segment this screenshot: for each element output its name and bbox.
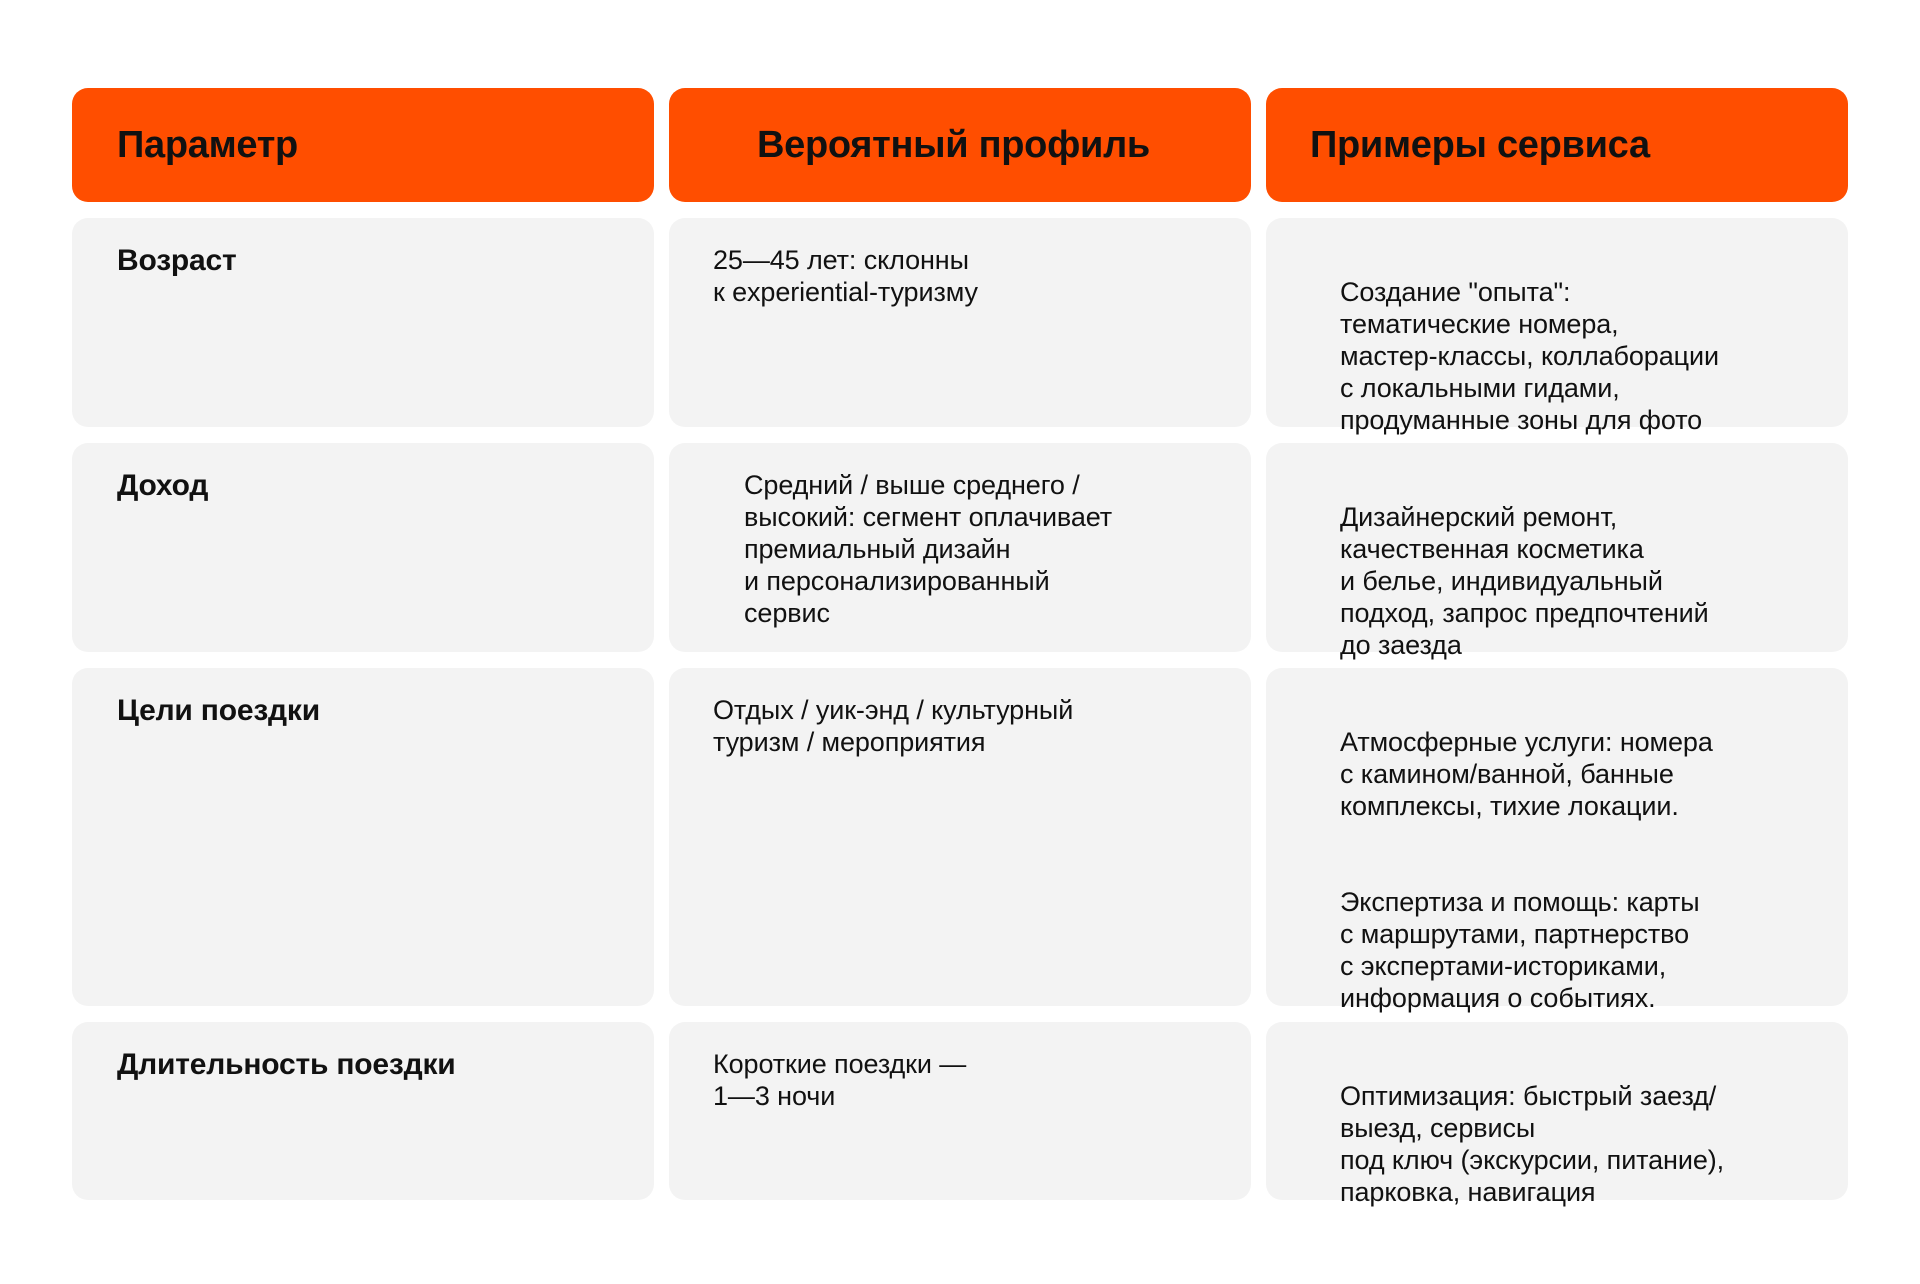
row-duration-service-cell <box>1266 1022 1848 1207</box>
row-age-profile-cell <box>669 218 1251 427</box>
row-goals-profile: Отдых / уик-энд / культурный туризм / мероприятия <box>713 695 1074 757</box>
row-income-service <box>1340 469 1709 693</box>
row-duration-parameter: Длительность поездки <box>117 1048 456 1081</box>
row-goals-service <box>1340 694 1713 1046</box>
row-income-parameter: Доход <box>117 469 209 502</box>
row-goals-service-cell <box>1266 668 1848 1013</box>
row-income-profile: Средний / выше среднего / высокий: сегмент оплачивает премиальный дизайн и персонализированный сервис <box>744 470 1113 628</box>
row-goals-profile-cell <box>669 668 1251 1006</box>
row-age-parameter: Возраст <box>117 244 237 277</box>
row-age-service <box>1340 244 1719 468</box>
row-goals-parameter: Цели поездки <box>117 694 320 727</box>
row-income-service-text: Дизайнерский ремонт, качественная косметика и белье, индивидуальный подход, запрос предпочтений до заезда <box>1340 502 1709 660</box>
row-goals-service-atmosphere: Атмосферные услуги: номера с камином/ванной, банные комплексы, тихие локации. <box>1340 727 1713 821</box>
row-age-parameter-cell <box>72 218 654 427</box>
row-income-profile-cell <box>669 443 1251 652</box>
header-service <box>1266 88 1848 202</box>
row-duration-parameter-cell <box>72 1022 654 1200</box>
row-age-profile: 25—45 лет: склонны к experiential-туризму <box>713 245 978 307</box>
row-duration-service <box>1340 1048 1724 1240</box>
header-parameter <box>72 88 654 202</box>
row-income-parameter-cell <box>72 443 654 652</box>
row-duration-service-text: Оптимизация: быстрый заезд/ выезд, сервисы под ключ (экскурсии, питание), парковка, навигация <box>1340 1081 1725 1207</box>
header-service-label: Примеры сервиса <box>1310 123 1650 166</box>
row-income-service-cell <box>1266 443 1848 660</box>
comparison-table <box>72 88 1848 1207</box>
row-age-service-cell <box>1266 218 1848 435</box>
header-parameter-label: Параметр <box>117 123 298 166</box>
header-profile <box>669 88 1251 202</box>
row-duration-profile-cell <box>669 1022 1251 1200</box>
header-profile-label: Вероятный профиль <box>757 123 1150 166</box>
row-goals-service-expertise: Экспертиза и помощь: карты с маршрутами, партнерство с экспертами-историками, информация о событиях. <box>1340 887 1700 1013</box>
row-duration-profile: Короткие поездки — 1—3 ночи <box>713 1049 967 1111</box>
row-age-service-text: Создание "опыта": тематические номера, мастер-классы, коллаборации с локальными гидами, продуманные зоны для фото <box>1340 277 1719 435</box>
row-goals-parameter-cell <box>72 668 654 1006</box>
